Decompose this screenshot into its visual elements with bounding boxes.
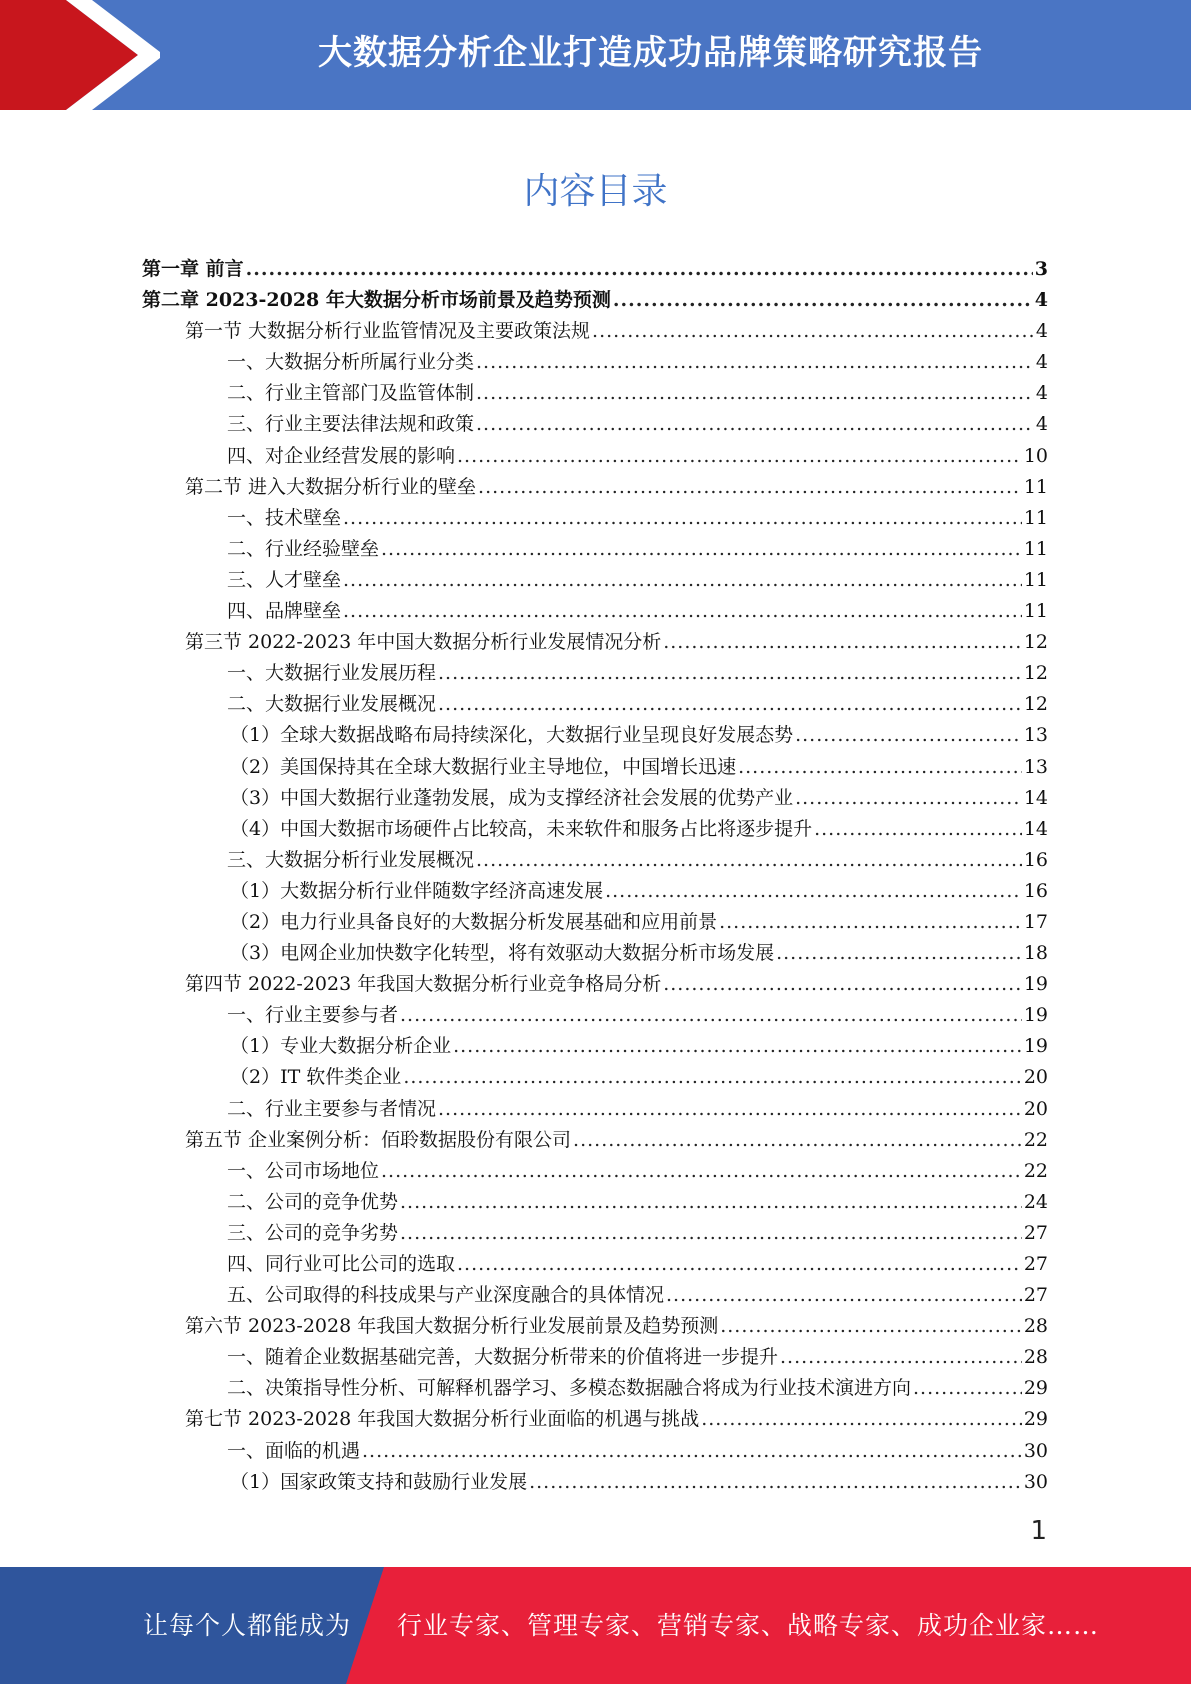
toc-entry[interactable]	[142, 969, 1048, 1000]
toc-entry-page: 4	[1035, 382, 1048, 405]
toc-entry-title: （1）专业大数据分析企业	[230, 1035, 452, 1058]
toc-entry-page: 18	[1023, 942, 1048, 965]
toc-leader-dots	[738, 752, 1022, 783]
toc-entry-title: （2）电力行业具备良好的大数据分析发展基础和应用前景	[230, 910, 718, 933]
toc-entry-title: 二、大数据行业发展概况	[227, 693, 437, 716]
toc-entry-title: （3）中国大数据行业蓬勃发展，成为支撑经济社会发展的优势产业	[230, 786, 794, 809]
toc-entry[interactable]	[142, 596, 1048, 627]
toc-entry-page: 22	[1023, 1128, 1048, 1151]
toc-entry-title: 一、大数据行业发展历程	[227, 662, 437, 685]
toc-leader-dots	[795, 720, 1022, 751]
footer-banner	[0, 1567, 1191, 1684]
toc-entry-page: 22	[1023, 1159, 1048, 1182]
toc-leader-dots	[780, 1342, 1022, 1373]
toc-entry-page: 4	[1034, 289, 1048, 312]
toc-entry-title: 二、决策指导性分析、可解释机器学习、多模态数据融合将成为行业技术演进方向	[227, 1377, 912, 1400]
toc-entry[interactable]	[142, 347, 1048, 378]
toc-entry[interactable]	[142, 534, 1048, 565]
toc-entry[interactable]	[142, 689, 1048, 720]
toc-entry-title: 第三节 2022-2023 年中国大数据分析行业发展情况分析	[185, 631, 662, 654]
toc-entry-page: 4	[1035, 320, 1048, 343]
toc-entry-title: 二、行业主要参与者情况	[227, 1097, 437, 1120]
toc-entry-page: 24	[1023, 1190, 1048, 1213]
toc-entry-title: 四、同行业可比公司的选取	[227, 1253, 456, 1275]
toc-leader-dots	[913, 1373, 1022, 1404]
toc-leader-dots	[613, 285, 1033, 316]
toc-entry[interactable]	[142, 1436, 1048, 1467]
toc-title: 内容目录	[523, 171, 668, 212]
toc-entry-page: 17	[1023, 910, 1048, 933]
toc-leader-dots	[476, 347, 1034, 378]
toc-leader-dots	[438, 658, 1022, 689]
toc-entry-title: 二、行业主管部门及监管体制	[227, 382, 475, 405]
toc-leader-dots	[814, 814, 1022, 845]
toc-entry[interactable]	[142, 1404, 1048, 1435]
toc-leader-dots	[343, 503, 1022, 534]
toc-entry-page: 10	[1023, 444, 1048, 467]
toc-leader-dots	[403, 1062, 1022, 1093]
toc-entry[interactable]	[142, 1156, 1048, 1187]
toc-entry[interactable]	[142, 565, 1048, 596]
toc-entry[interactable]	[142, 1280, 1048, 1311]
toc-entry[interactable]	[142, 1249, 1048, 1280]
toc-entry-title: 一、技术壁垒	[227, 506, 342, 529]
toc-leader-dots	[438, 1094, 1022, 1125]
toc-leader-dots	[343, 565, 1022, 596]
toc-entry-title: 一、面临的机遇	[227, 1439, 361, 1462]
toc-entry-title: 一、公司市场地位	[227, 1159, 380, 1182]
toc-entry-page: 12	[1023, 662, 1048, 685]
toc-entry-page: 27	[1023, 1221, 1048, 1244]
toc-entry-page: 27	[1023, 1253, 1048, 1275]
toc-leader-dots	[719, 907, 1022, 938]
toc-entry-page: 11	[1023, 568, 1048, 591]
toc-leader-dots	[457, 1249, 1022, 1280]
header-banner	[0, 0, 1191, 110]
toc-leader-dots	[701, 1404, 1022, 1435]
toc-entry-title: （1）大数据分析行业伴随数字经济高速发展	[230, 879, 604, 902]
toc-entry[interactable]	[142, 254, 1048, 285]
toc-entry-title: 三、公司的竞争劣势	[227, 1221, 399, 1244]
toc-entry[interactable]	[142, 1467, 1048, 1498]
toc-entry[interactable]	[142, 472, 1048, 503]
toc-leader-dots	[795, 783, 1022, 814]
toc-entry[interactable]	[142, 1094, 1048, 1125]
toc-entry-page: 19	[1023, 973, 1048, 996]
page-number: 1	[1030, 1516, 1047, 1546]
toc-entry[interactable]	[142, 378, 1048, 409]
toc-entry-title: 三、人才壁垒	[227, 568, 342, 591]
toc-entry-title: 三、行业主要法律法规和政策	[227, 413, 475, 436]
toc-entry-page: 14	[1023, 817, 1048, 840]
toc-entry-page: 20	[1023, 1097, 1048, 1120]
toc-entry-title: （4）中国大数据市场硬件占比较高，未来软件和服务占比将逐步提升	[230, 817, 813, 840]
toc-entry[interactable]	[142, 814, 1048, 845]
toc-entry-page: 16	[1023, 848, 1048, 871]
toc-entry-page: 12	[1023, 631, 1048, 654]
toc-leader-dots	[343, 596, 1022, 627]
toc-leader-dots	[438, 689, 1022, 720]
toc-entry[interactable]	[142, 1187, 1048, 1218]
toc-entry-title: （1）国家政策支持和鼓励行业发展	[230, 1470, 528, 1493]
toc-entry-title: 四、对企业经营发展的影响	[227, 444, 456, 467]
toc-entry[interactable]	[142, 845, 1048, 876]
toc-entry-title: 第一节 大数据分析行业监管情况及主要政策法规	[185, 320, 591, 343]
footer-slogan-left: 让每个人都能成为	[143, 1611, 352, 1640]
toc-entry-title: 第二节 进入大数据分析行业的壁垒	[185, 475, 477, 498]
toc-leader-dots	[663, 969, 1022, 1000]
toc-leader-dots	[776, 938, 1022, 969]
toc-entry[interactable]	[142, 285, 1048, 316]
toc-entry-page: 28	[1023, 1315, 1048, 1338]
toc-entry[interactable]	[142, 1218, 1048, 1249]
toc-leader-dots	[529, 1467, 1022, 1498]
toc-entry[interactable]	[142, 409, 1048, 440]
toc-leader-dots	[400, 1187, 1022, 1218]
toc-entry[interactable]	[142, 1062, 1048, 1093]
toc-leader-dots	[478, 472, 1022, 503]
toc-entry[interactable]	[142, 783, 1048, 814]
toc-leader-dots	[457, 441, 1022, 472]
toc-leader-dots	[476, 845, 1022, 876]
toc-entry-title: 五、公司取得的科技成果与产业深度融合的具体情况	[227, 1284, 665, 1307]
toc-entry[interactable]	[142, 907, 1048, 938]
toc-leader-dots	[246, 254, 1033, 285]
toc-entry[interactable]	[142, 1311, 1048, 1342]
toc-entry-page: 30	[1023, 1470, 1048, 1493]
toc-entry-page: 4	[1035, 413, 1048, 436]
toc-entry-page: 13	[1023, 755, 1048, 778]
toc-entry-page: 4	[1035, 351, 1048, 374]
toc-entry-title: 第二章 2023-2028 年大数据分析市场前景及趋势预测	[142, 289, 611, 312]
toc-entry-page: 11	[1023, 506, 1048, 529]
toc-entry-title: （3）电网企业加快数字化转型，将有效驱动大数据分析市场发展	[230, 942, 775, 965]
toc-entry[interactable]	[142, 1342, 1048, 1373]
toc-entry-title: 三、大数据分析行业发展概况	[227, 848, 475, 871]
toc-entry[interactable]	[142, 1125, 1048, 1156]
toc-leader-dots	[573, 1125, 1022, 1156]
toc-entry-title: 二、公司的竞争优势	[227, 1190, 399, 1213]
toc-entry-title: 第一章 前言	[142, 258, 244, 280]
toc-leader-dots	[381, 1156, 1022, 1187]
toc-entry[interactable]	[142, 752, 1048, 783]
toc-entry[interactable]	[142, 1373, 1048, 1404]
toc-entry-page: 11	[1023, 475, 1048, 498]
toc-entry-page: 20	[1023, 1066, 1048, 1089]
toc-leader-dots	[362, 1436, 1022, 1467]
toc-entry-page: 16	[1023, 879, 1048, 902]
toc-entry-title: 一、行业主要参与者	[227, 1004, 399, 1027]
toc-entry-page: 14	[1023, 786, 1048, 809]
toc-entry-title: 一、大数据分析所属行业分类	[227, 351, 475, 374]
toc-entry[interactable]	[142, 720, 1048, 751]
toc-entry-page: 29	[1023, 1408, 1048, 1431]
toc-entry-page: 11	[1023, 537, 1048, 560]
toc-entry-title: 二、行业经验壁垒	[227, 537, 380, 560]
toc-entry-page: 19	[1023, 1035, 1048, 1058]
toc-entry-page: 30	[1023, 1439, 1048, 1462]
toc-entry-page: 28	[1023, 1346, 1048, 1369]
footer-slogan-right: 行业专家、管理专家、营销专家、战略专家、成功企业家……	[397, 1611, 1100, 1640]
toc-entry-page: 11	[1023, 600, 1048, 623]
table-of-contents	[142, 254, 1048, 1498]
toc-entry[interactable]	[142, 658, 1048, 689]
toc-leader-dots	[453, 1031, 1022, 1062]
toc-entry[interactable]	[142, 441, 1048, 472]
toc-entry-title: （1）全球大数据战略布局持续深化，大数据行业呈现良好发展态势	[230, 724, 794, 747]
toc-entry-title: 四、品牌壁垒	[227, 600, 342, 623]
toc-entry-title: 第七节 2023-2028 年我国大数据分析行业面临的机遇与挑战	[185, 1408, 700, 1431]
toc-entry[interactable]	[142, 938, 1048, 969]
toc-entry-title: 第六节 2023-2028 年我国大数据分析行业发展前景及趋势预测	[185, 1315, 719, 1338]
toc-leader-dots	[476, 409, 1034, 440]
toc-entry[interactable]	[142, 1031, 1048, 1062]
toc-entry-title: （2）美国保持其在全球大数据行业主导地位，中国增长迅速	[230, 755, 737, 778]
toc-entry-page: 12	[1023, 693, 1048, 716]
toc-entry-page: 3	[1034, 258, 1048, 280]
toc-leader-dots	[592, 316, 1034, 347]
toc-leader-dots	[476, 378, 1034, 409]
toc-leader-dots	[666, 1280, 1022, 1311]
toc-entry[interactable]	[142, 1000, 1048, 1031]
toc-leader-dots	[663, 627, 1022, 658]
toc-entry-page: 27	[1023, 1284, 1048, 1307]
header-arrow-decoration	[0, 0, 160, 110]
toc-leader-dots	[605, 876, 1022, 907]
toc-entry[interactable]	[142, 876, 1048, 907]
toc-entry-title: 一、随着企业数据基础完善，大数据分析带来的价值将进一步提升	[227, 1346, 779, 1369]
toc-leader-dots	[400, 1218, 1022, 1249]
toc-entry-page: 29	[1023, 1377, 1048, 1400]
toc-entry-page: 13	[1023, 724, 1048, 747]
toc-leader-dots	[381, 534, 1022, 565]
toc-entry[interactable]	[142, 316, 1048, 347]
toc-leader-dots	[400, 1000, 1022, 1031]
toc-entry-page: 19	[1023, 1004, 1048, 1027]
toc-entry[interactable]	[142, 503, 1048, 534]
toc-entry[interactable]	[142, 627, 1048, 658]
toc-leader-dots	[720, 1311, 1022, 1342]
toc-entry-title: 第四节 2022-2023 年我国大数据分析行业竞争格局分析	[185, 973, 662, 996]
toc-entry-title: 第五节 企业案例分析：佰聆数据股份有限公司	[185, 1128, 572, 1151]
toc-entry-title: （2）IT 软件类企业	[230, 1066, 402, 1089]
report-title: 大数据分析企业打造成功品牌策略研究报告	[318, 33, 983, 73]
